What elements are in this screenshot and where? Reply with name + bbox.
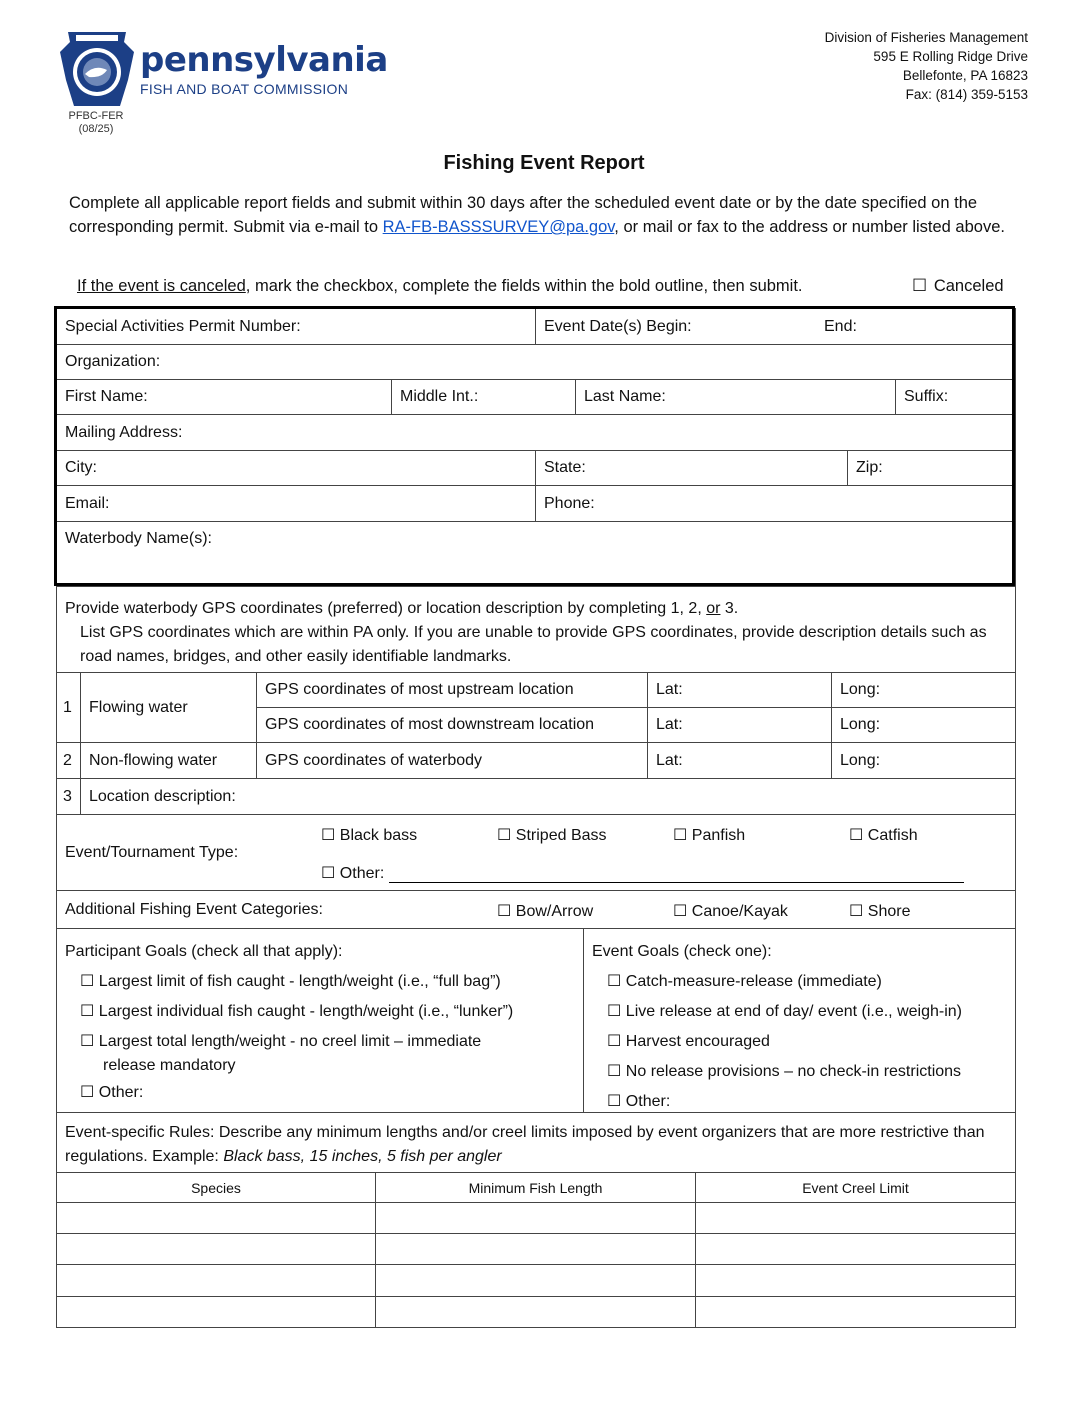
address-line: Division of Fisheries Management	[824, 30, 1028, 45]
flowing-water-text: Flowing water	[89, 698, 188, 716]
gps-or: or	[706, 600, 721, 617]
waterbody-gps-label	[256, 742, 648, 779]
column-header-text: Minimum Fish Length	[468, 1179, 603, 1196]
upstream-lat-field[interactable]	[647, 672, 832, 708]
option-label: Black bass	[339, 827, 418, 844]
option-shore[interactable]: ☐ Shore	[849, 903, 911, 920]
long-label: Long:	[840, 751, 881, 769]
min-length-cell[interactable]	[375, 1233, 696, 1265]
mailing-label: Mailing Address:	[65, 423, 183, 441]
cancel-text: , mark the checkbox, complete the fields within the bold outline, then submit.	[245, 277, 803, 295]
species-cell[interactable]	[56, 1233, 376, 1265]
canceled-label: Canceled	[933, 277, 1004, 295]
logo-subtitle: FISH AND BOAT COMMISSION	[140, 81, 349, 97]
canceled-checkbox[interactable]	[912, 276, 1004, 296]
event-dates-field[interactable]	[535, 308, 1016, 345]
downstream-label	[256, 707, 648, 743]
state-field[interactable]	[535, 450, 848, 486]
creel-limit-cell[interactable]	[695, 1233, 1016, 1265]
min-length-cell[interactable]	[375, 1202, 696, 1234]
zip-label: Zip:	[856, 459, 883, 476]
instructions-text-end: , or mail or fax to the address or number listed above.	[614, 218, 1005, 236]
goal-label: Largest total length/weight - no creel limit – immediate	[98, 1033, 482, 1050]
option-panfish[interactable]: ☐ Panfish	[673, 827, 746, 844]
species-cell[interactable]	[56, 1264, 376, 1297]
first-name-field[interactable]	[56, 379, 392, 415]
event-goals-title: Event Goals (check one):	[592, 943, 772, 960]
logo-wordmark: pennsylvania	[140, 40, 388, 80]
additional-categories-label: Additional Fishing Event Categories:	[65, 900, 323, 918]
option-label: Other:	[339, 865, 385, 882]
goal-label: Other:	[625, 1093, 671, 1110]
pfbc-logo	[58, 30, 388, 112]
creel-limit-cell[interactable]	[695, 1264, 1016, 1297]
goal-label: Catch-measure-release (immediate)	[625, 973, 882, 990]
middle-initial-field[interactable]	[391, 379, 576, 415]
additional-categories-section	[56, 890, 1016, 929]
goal-label: Largest limit of fish caught - length/weight (i.e., “full bag”)	[98, 973, 501, 990]
downstream-long-field[interactable]	[831, 707, 1016, 743]
gps-instructions	[56, 586, 1016, 673]
lat-label: Lat:	[656, 681, 683, 698]
agency-address	[825, 28, 1028, 104]
phone-field[interactable]	[535, 485, 1016, 522]
upstream-label	[256, 672, 648, 708]
location-label: Location description:	[89, 787, 236, 805]
column-header-min-length	[375, 1172, 696, 1203]
tournament-type-section	[56, 814, 1016, 891]
goal-label: Harvest encouraged	[625, 1033, 770, 1050]
middle-initial-label: Middle Int.:	[400, 388, 479, 405]
gps-line1-end: 3.	[720, 600, 739, 617]
other-text-field[interactable]	[389, 866, 964, 883]
option-label: Catfish	[867, 827, 918, 844]
option-black-bass[interactable]: ☐ Black bass	[321, 827, 418, 844]
option-canoe-kayak[interactable]: ☐ Canoe/Kayak	[673, 903, 788, 920]
first-name-label: First Name:	[65, 388, 148, 405]
column-header-text: Species	[191, 1179, 241, 1196]
checkbox-icon[interactable]: ☐	[912, 276, 928, 295]
phone-label: Phone:	[544, 494, 595, 512]
gps-line2: List GPS coordinates which are within PA only. If you are unable to provide GPS coordinates, provide description details such as road names, bridges, and other easily identifiable landmarks.	[80, 624, 987, 665]
option-catfish[interactable]: ☐ Catfish	[849, 827, 918, 844]
lat-label: Lat:	[656, 751, 683, 769]
downstream-lat-field[interactable]	[647, 707, 832, 743]
long-label: Long:	[840, 681, 881, 698]
upstream-text: GPS coordinates of most upstream location	[265, 681, 574, 698]
option-label: Shore	[867, 903, 911, 920]
suffix-label: Suffix:	[904, 388, 949, 405]
tournament-type-label: Event/Tournament Type:	[65, 843, 239, 861]
rules-example: Black bass, 15 inches, 5 fish per angler	[223, 1148, 502, 1165]
permit-number-field[interactable]	[56, 308, 536, 345]
suffix-field[interactable]	[895, 379, 1016, 415]
form-id	[58, 110, 134, 136]
option-label: Bow/Arrow	[515, 903, 594, 920]
row-number-2	[56, 742, 81, 779]
option-label: Canoe/Kayak	[691, 903, 788, 920]
participant-goals-title: Participant Goals (check all that apply):	[65, 943, 343, 960]
row-number-text: 2	[63, 751, 72, 769]
participant-goals-section	[56, 928, 584, 1113]
lat-label: Lat:	[656, 716, 683, 733]
row-number-1	[56, 672, 81, 743]
instructions	[69, 191, 1029, 239]
species-cell[interactable]	[56, 1202, 376, 1234]
form-date: (08/25)	[78, 123, 114, 135]
option-striped-bass[interactable]: ☐ Striped Bass	[497, 827, 607, 844]
page-title: Fishing Event Report	[443, 152, 645, 174]
event-goal-item[interactable]: ☐ Other:	[607, 1093, 671, 1110]
city-label: City:	[65, 459, 97, 476]
permit-label: Special Activities Permit Number:	[65, 317, 301, 335]
column-header-species	[56, 1172, 376, 1203]
address-fax: Fax: (814) 359-5153	[905, 87, 1028, 102]
downstream-text: GPS coordinates of most downstream location	[265, 716, 595, 733]
waterbody-lat-field[interactable]	[647, 742, 832, 779]
organization-field[interactable]	[56, 344, 1016, 380]
event-goal-item[interactable]: ☐ No release provisions – no check-in restrictions	[607, 1063, 962, 1080]
participant-goal-item[interactable]: ☐ Largest limit of fish caught - length/weight (i.e., “full bag”)	[80, 973, 501, 990]
event-rules-section	[56, 1112, 1016, 1173]
last-name-label: Last Name:	[584, 388, 666, 405]
form-number: PFBC-FER	[68, 110, 124, 122]
creel-limit-cell[interactable]	[695, 1202, 1016, 1234]
row-number-text: 3	[63, 787, 72, 805]
event-goals-section	[583, 928, 1016, 1113]
row-number-3	[56, 778, 81, 815]
event-end-label: End:	[824, 317, 857, 335]
cancel-underlined: If the event is canceled	[77, 277, 246, 295]
event-goal-item[interactable]: ☐ Harvest encouraged	[607, 1033, 770, 1050]
goal-label: Largest individual fish caught - length/weight (i.e., “lunker”)	[98, 1003, 514, 1020]
keystone-seal-icon	[58, 30, 136, 110]
waterbody-field[interactable]	[56, 521, 1016, 587]
waterbody-label: Waterbody Name(s):	[65, 530, 212, 547]
location-description-field[interactable]	[80, 778, 1016, 815]
option-label: Panfish	[691, 827, 746, 844]
email-field[interactable]	[56, 485, 536, 522]
flowing-water-label	[80, 672, 257, 743]
goal-label-cont: release mandatory	[103, 1057, 236, 1074]
column-header-text: Event Creel Limit	[802, 1179, 909, 1196]
zip-field[interactable]	[847, 450, 1016, 486]
city-field[interactable]	[56, 450, 536, 486]
goal-label: Other:	[98, 1084, 144, 1101]
instructions-text: Complete all applicable report fields and submit within 30 days after the scheduled event date or by the date specified on the corresponding permit. Submit via e-mail to	[69, 194, 978, 236]
address-line: Bellefonte, PA 16823	[902, 68, 1028, 83]
goal-label: No release provisions – no check-in restrictions	[625, 1063, 962, 1080]
event-goal-item[interactable]: ☐ Catch-measure-release (immediate)	[607, 973, 882, 990]
waterbody-gps-text: GPS coordinates of waterbody	[265, 751, 483, 769]
min-length-cell[interactable]	[375, 1296, 696, 1328]
non-flowing-water-label	[80, 742, 257, 779]
mailing-address-field[interactable]	[56, 414, 1016, 451]
goal-label: Live release at end of day/ event (i.e., weigh-in)	[625, 1003, 962, 1020]
event-goal-item[interactable]: ☐ Live release at end of day/ event (i.e., weigh-in)	[607, 1003, 962, 1020]
address-line: 595 E Rolling Ridge Drive	[873, 49, 1028, 64]
gps-line1	[65, 597, 1015, 621]
option-bow-arrow[interactable]: ☐ Bow/Arrow	[497, 903, 594, 920]
upstream-long-field[interactable]	[831, 672, 1016, 708]
event-begin-label: Event Date(s) Begin:	[544, 317, 692, 335]
email-link[interactable]: RA-FB-BASSSURVEY@pa.gov	[382, 218, 615, 236]
participant-goal-item[interactable]: ☐ Largest total length/weight - no creel limit – immediate release mandatory	[80, 1033, 482, 1074]
email-label: Email:	[65, 494, 110, 512]
option-other[interactable]: ☐ Other:	[321, 863, 964, 883]
row-number-text: 1	[63, 698, 72, 716]
participant-goal-item[interactable]: ☐ Other:	[80, 1084, 144, 1101]
participant-goal-item[interactable]: ☐ Largest individual fish caught - length/weight (i.e., “lunker”)	[80, 1003, 514, 1020]
state-label: State:	[544, 459, 586, 476]
option-label: Striped Bass	[515, 827, 607, 844]
cancel-instructions	[77, 277, 803, 296]
non-flowing-text: Non-flowing water	[89, 751, 218, 769]
rules-text: Event-specific Rules: Describe any minimum lengths and/or creel limits imposed by event organizers that are more restrictive than regulations. Example:	[65, 1124, 985, 1165]
min-length-cell[interactable]	[375, 1264, 696, 1297]
organization-label: Organization:	[65, 353, 161, 370]
creel-limit-cell[interactable]	[695, 1296, 1016, 1328]
last-name-field[interactable]	[575, 379, 896, 415]
waterbody-long-field[interactable]	[831, 742, 1016, 779]
species-cell[interactable]	[56, 1296, 376, 1328]
long-label: Long:	[840, 716, 881, 733]
column-header-creel-limit	[695, 1172, 1016, 1203]
gps-line1-text: Provide waterbody GPS coordinates (preferred) or location description by completing 1, 2,	[65, 600, 707, 617]
